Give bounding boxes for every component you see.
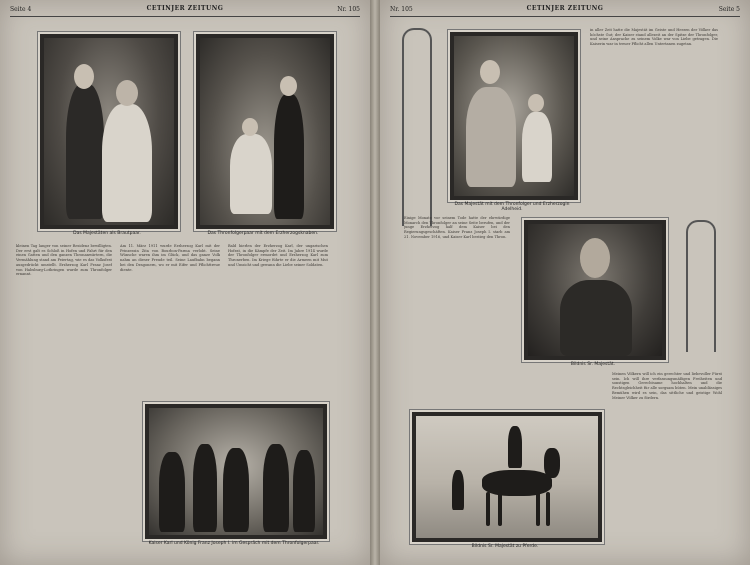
article-column-1: kleinen Tag langer von seiner Residenz bewilligten. Der erst galt es Schloß in Hofen und Fahrt für den einen Gatten und den ganzen Thronanwärtern, die Vermählung stand am Feiertag, wie es das Volksfest ausgedrückt umstellt. Erzherzog Karl Franz Josef von Habsburg-Lothringen wurde zum Thronfolger ernannt. [16,244,112,277]
newspaper-title: CETINJER ZEITUNG [526,5,604,12]
caption-group: Kaiser Karl und König Franz Joseph I. im Gespräch mit dem Thronfolgerpaar. [148,541,320,546]
caption-portrait: Bildnis Sr. Majestät. [570,362,616,367]
issue-number: Nr. 105 [390,6,413,13]
caption-family: Das Thronfolgerpaar mit dem Erzherzogsknaben. [207,231,319,236]
article-column-3: Bald hierlen der Erzherzog Karl, der ungarischen Hofrat, in die Kämpfe der Zeit. Im Jahre 1914 wurde der Thronfolger ermordet und Erzherzog Karl zum Thronerben. Im Kriege führte er die Armeen mit Mut und Umsicht und gewann die Liebe seiner Soldaten. [228,244,328,267]
photo-horseback [410,410,604,544]
right-page-header [390,4,740,17]
right-page [380,0,750,565]
photo-mother-children [448,30,580,202]
newspaper-title: CETINJER ZEITUNG [146,5,224,12]
article-column-2: Am 11. März 1911 wurde Erzherzog Karl mit der Prinzessin Zita von Bourbon-Parma verlobt. Seine Wünsche waren ihm im Glück, und das ganze Volk nahm an dieser Freude teil. Seine Laufbahn begann bei den Dragonern, wo er mit Eifer und Pflichttreue diente. [120,244,220,272]
article-column-right-bottom: Meinen Völkern will ich ein gerechter und liebevoller Fürst sein. Ich will ihre verfassungsmäßigen Freiheiten und sonstigen Gerechtsame hochhalten und die Rechtsgleichheit für alle sorgsam hüten. Mein unablässiges Bemühen wird es sein, das sittliche und geistige Wohl Meiner Völker zu fördern. [612,372,722,400]
issue-number: Nr. 105 [337,6,360,13]
left-page-header [10,4,360,17]
ornament-frame-right [686,220,716,352]
left-page [0,0,370,565]
photo-group [143,402,329,541]
photo-portrait [522,218,668,362]
article-column-right-mid: Einige Monate vor seinem Tode hatte der ehrwürdige Monarch den Thronfolger an seine Seite berufen, und der junge Erzherzog half dem Kaiser bei den Regierungsgeschäften. Kaiser Franz Joseph I. starb am 21. November 1916, und Kaiser Karl bestieg den Thron. [404,216,510,239]
caption-horseback: Bildnis Sr. Majestät zu Pferde. [471,544,539,549]
photo-family [194,32,336,231]
caption-bridal-couple: Das Majestäten als Brautpaar. [73,231,141,236]
page-number: Seite 5 [718,6,740,13]
article-column-right-top: in aller Zeit hatte die Majestät im Geiste und Herzen der Völker das höchste Gut; der Kaiser stand allezeit an der Spitze der Thronfolger, und seine Ansprache zu seinem Volke war von Liebe getragen. Die Kaiserin war in treuer Pflicht allen Untertanen zugetan. [590,28,718,47]
page-number: Seite 4 [10,6,32,13]
photo-bridal-couple [38,32,180,231]
ornament-frame-left [402,28,432,226]
caption-mother-children: Das Majestät mit dem Thronfolger und Erzherzogin Adelheid. [454,202,570,212]
page-gutter [370,0,380,565]
